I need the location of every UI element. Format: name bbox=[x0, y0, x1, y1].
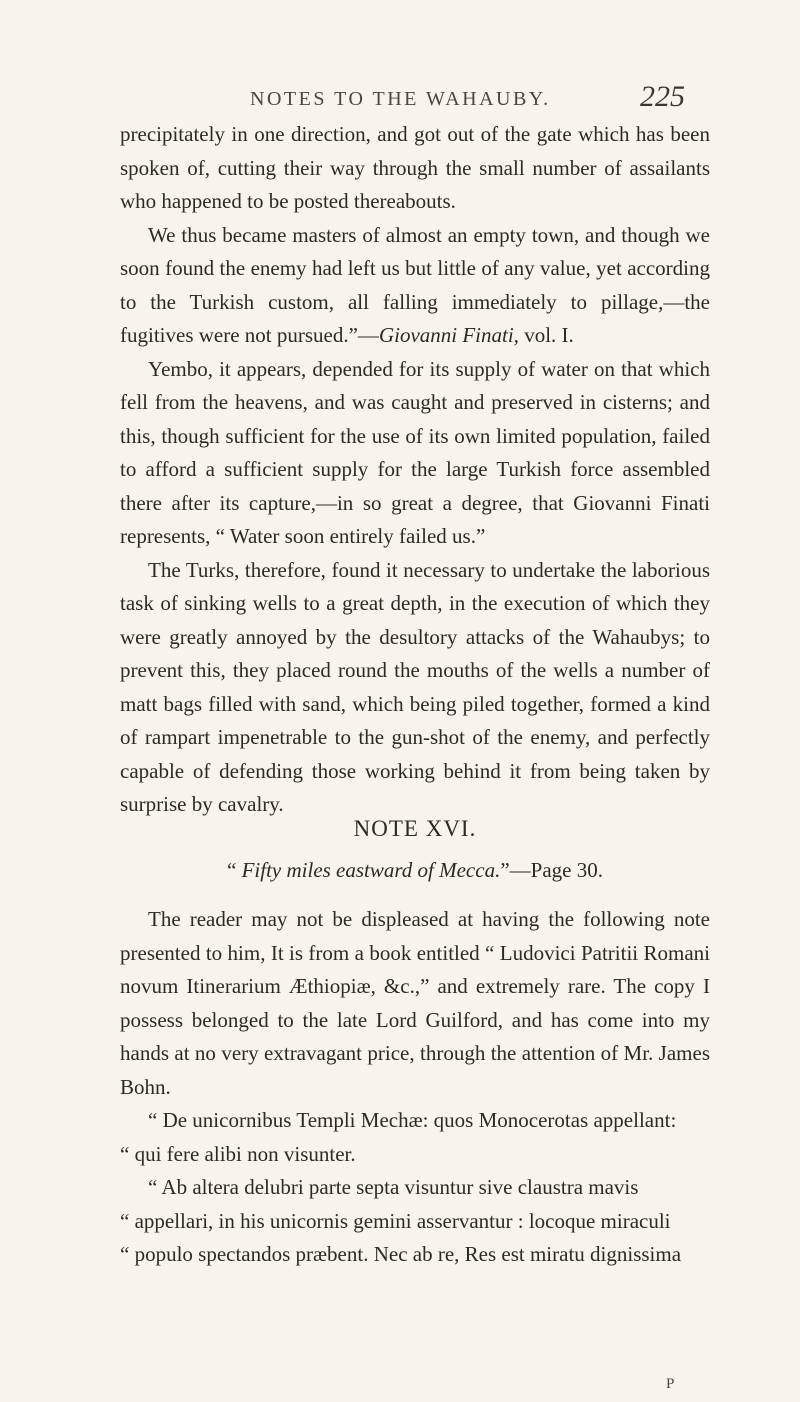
latin-quote-line: “ Ab altera delubri parte septa visuntur sive claustra mavis bbox=[148, 1175, 639, 1199]
latin-quote-line: “ appellari, in his unicornis gemini asservantur : locoque miraculi bbox=[120, 1208, 671, 1233]
section-narrative bbox=[120, 118, 710, 822]
running-head: NOTES TO THE WAHAUBY. bbox=[250, 88, 551, 110]
citation-volume: vol. I. bbox=[518, 323, 574, 347]
paragraph-yembo-water: Yembo, it appears, depended for its supply of water on that which fell from the heavens, and was caught and preserved in cisterns; and this, though sufficient for the use of its own limited population, failed to afford a sufficient supply for the large Turkish force assembled there after its capture,—in so great a degree, that Giovanni Finati represents, “ Water soon entirely failed us.” bbox=[120, 356, 710, 548]
note-ref-quote: Fifty miles eastward of Mecca. bbox=[241, 858, 501, 882]
signature-mark: P bbox=[666, 1376, 675, 1392]
citation-author: Giovanni Finati, bbox=[378, 323, 519, 347]
latin-quote-line: “ populo spectandos præbent. Nec ab re, Res est miratu dignissima bbox=[120, 1242, 682, 1266]
latin-quote-line: “ De unicornibus Templi Mechæ: quos Monocerotas appellant: bbox=[148, 1108, 677, 1132]
page-number: 225 bbox=[640, 80, 685, 113]
paragraph-continuation: precipitately in one direction, and got out of the gate which has been spoken of, cutting their way through the small number of assailants who happened to be posted thereabouts. bbox=[120, 122, 710, 213]
note-heading: NOTE XVI. bbox=[353, 816, 477, 841]
paragraph-town-captured bbox=[120, 219, 710, 353]
paragraph-book-source: The reader may not be displeased at having the following note presented to him, It is from a book entitled “ Ludovici Patritii Romani novum Itinerarium Æthiopiæ, &c.,” and extremely rare. The copy I possess belonged to the late Lord Guilford, and has come into my hands at no very extravagant price, through the attention of Mr. James Bohn. bbox=[120, 907, 710, 1099]
note-ref-page: ”—Page 30. bbox=[500, 858, 603, 882]
note-reference bbox=[120, 858, 710, 883]
paragraph-wells: The Turks, therefore, found it necessary to undertake the laborious task of sinking wells to a great depth, in the execution of which they were greatly annoyed by the desultory attacks of the Wahaubys; to prevent this, they placed round the mouths of the wells a number of matt bags filled with sand, which being piled together, formed a kind of rampart impenetrable to the gun-shot of the enemy, and perfectly capable of defending those working behind it from being taken by surprise by cavalry. bbox=[120, 557, 710, 816]
note-ref-open-quote: “ bbox=[227, 858, 242, 882]
latin-quote-line: “ qui fere alibi non visunter. bbox=[120, 1141, 356, 1166]
paragraph-text: We thus became masters of almost an empty town, and though we soon found the enemy had left us but little of any value, yet according to the Turkish custom, all falling immediately to pillage,—the fugitives were not pursued.”— bbox=[120, 222, 710, 347]
section-note-body bbox=[120, 903, 710, 1272]
